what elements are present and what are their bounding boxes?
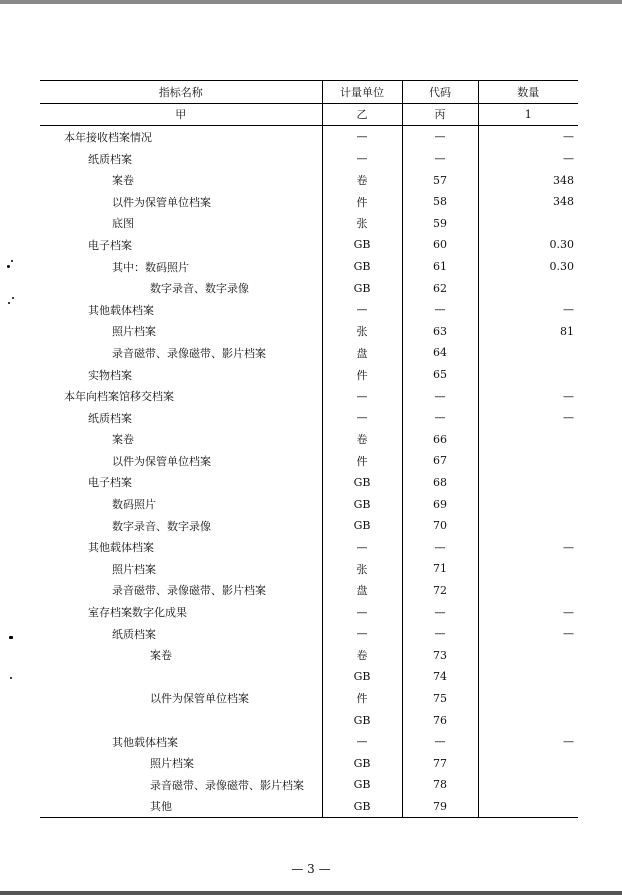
row-quantity xyxy=(478,342,578,364)
row-code: 68 xyxy=(402,472,478,494)
scan-speck xyxy=(9,636,13,639)
page-number: — 3 — xyxy=(291,862,331,876)
row-unit: 件 xyxy=(322,191,402,213)
row-indicator-name: 照片档案 xyxy=(112,325,156,339)
row-unit: GB xyxy=(322,774,402,796)
table-row xyxy=(40,493,578,515)
row-code: — xyxy=(402,601,478,623)
row-quantity xyxy=(478,493,578,515)
row-quantity: — xyxy=(478,299,578,321)
table-row xyxy=(40,774,578,796)
row-indicator-name: 照片档案 xyxy=(150,757,194,771)
row-quantity: — xyxy=(478,623,578,645)
row-quantity xyxy=(478,666,578,688)
scan-speck xyxy=(12,297,14,299)
row-code: 76 xyxy=(402,709,478,731)
row-quantity: 348 xyxy=(478,169,578,191)
row-indicator-name: 以件为保管单位档案 xyxy=(112,195,211,209)
row-indicator-name: 本年向档案馆移交档案 xyxy=(64,390,174,404)
table-row xyxy=(40,277,578,299)
table-row xyxy=(40,623,578,645)
row-code: — xyxy=(402,148,478,170)
row-code: 65 xyxy=(402,364,478,386)
row-quantity: 81 xyxy=(478,321,578,343)
row-code: 77 xyxy=(402,752,478,774)
table-body xyxy=(40,126,578,818)
row-indicator-name: 其他 xyxy=(40,796,322,818)
row-unit: — xyxy=(322,299,402,321)
row-quantity: — xyxy=(478,385,578,407)
row-unit: GB xyxy=(322,493,402,515)
column-code-quantity: 1 xyxy=(478,103,578,126)
row-indicator-name: 录音磁带、录像磁带、影片档案 xyxy=(112,346,266,360)
row-quantity: 348 xyxy=(478,191,578,213)
row-code: 59 xyxy=(402,213,478,235)
column-code-code: 丙 xyxy=(402,103,478,126)
row-indicator-name: 其中：数码照片 xyxy=(112,260,189,274)
row-unit: — xyxy=(322,385,402,407)
row-unit: GB xyxy=(322,666,402,688)
scan-speck xyxy=(8,302,10,304)
row-unit: GB xyxy=(322,752,402,774)
row-code: 74 xyxy=(402,666,478,688)
scan-speck xyxy=(10,677,12,679)
row-unit: — xyxy=(322,536,402,558)
row-quantity: — xyxy=(478,148,578,170)
row-quantity xyxy=(478,709,578,731)
bottom-edge-shadow xyxy=(0,891,622,895)
row-indicator-name: 数字录音、数字录像 xyxy=(150,282,249,296)
row-quantity xyxy=(478,472,578,494)
row-code: 63 xyxy=(402,321,478,343)
row-unit: GB xyxy=(322,277,402,299)
row-unit: 盘 xyxy=(322,580,402,602)
table-row xyxy=(40,688,578,710)
table-row xyxy=(40,234,578,256)
row-code: — xyxy=(402,126,478,148)
row-code: 72 xyxy=(402,580,478,602)
table-row xyxy=(40,213,578,235)
row-quantity xyxy=(478,213,578,235)
row-quantity xyxy=(478,277,578,299)
row-code: 62 xyxy=(402,277,478,299)
table-row xyxy=(40,364,578,386)
row-indicator-name: 底图 xyxy=(112,217,134,231)
row-unit: 卷 xyxy=(322,429,402,451)
table-row xyxy=(40,169,578,191)
row-unit: — xyxy=(322,407,402,429)
table-row xyxy=(40,580,578,602)
row-code: — xyxy=(402,385,478,407)
row-indicator-name: 纸质档案 xyxy=(88,411,132,425)
row-unit: 盘 xyxy=(322,342,402,364)
row-unit: 件 xyxy=(322,688,402,710)
row-quantity xyxy=(478,580,578,602)
header-code: 代码 xyxy=(402,81,478,104)
row-indicator-name: 照片档案 xyxy=(112,562,156,576)
table-row xyxy=(40,126,578,148)
row-unit: — xyxy=(322,731,402,753)
table-row xyxy=(40,601,578,623)
table-row xyxy=(40,709,578,731)
row-indicator-name: 电子档案 xyxy=(88,476,132,490)
table-row xyxy=(40,429,578,451)
row-quantity xyxy=(478,644,578,666)
row-indicator-name xyxy=(40,666,322,688)
row-indicator-name: 本年接收档案情况 xyxy=(64,130,152,144)
row-quantity xyxy=(478,774,578,796)
header-unit: 计量单位 xyxy=(322,81,402,104)
row-quantity: — xyxy=(478,601,578,623)
row-code: 71 xyxy=(402,558,478,580)
row-unit: 卷 xyxy=(322,644,402,666)
row-quantity xyxy=(478,515,578,537)
table-header-row xyxy=(40,81,578,104)
row-code: 66 xyxy=(402,429,478,451)
row-code: — xyxy=(402,731,478,753)
row-code: 73 xyxy=(402,644,478,666)
column-code-indicator: 甲 xyxy=(40,103,322,126)
row-unit: GB xyxy=(322,709,402,731)
row-indicator-name xyxy=(40,709,322,731)
row-quantity: — xyxy=(478,536,578,558)
row-unit: 件 xyxy=(322,364,402,386)
row-code: 67 xyxy=(402,450,478,472)
table-row xyxy=(40,321,578,343)
row-unit: 件 xyxy=(322,450,402,472)
row-indicator-name: 实物档案 xyxy=(88,368,132,382)
row-indicator-name: 数码照片 xyxy=(112,498,156,512)
row-indicator-name: 其他载体档案 xyxy=(88,303,154,317)
row-quantity xyxy=(478,450,578,472)
table-row xyxy=(40,796,578,818)
row-indicator-name: 录音磁带、录像磁带、影片档案 xyxy=(150,778,304,792)
row-quantity xyxy=(478,688,578,710)
row-quantity xyxy=(478,796,578,818)
table-row xyxy=(40,644,578,666)
row-quantity xyxy=(478,558,578,580)
table-row xyxy=(40,752,578,774)
row-unit: 张 xyxy=(322,213,402,235)
row-indicator-name: 其他载体档案 xyxy=(88,541,154,555)
row-quantity xyxy=(478,429,578,451)
table-row xyxy=(40,191,578,213)
row-code: 79 xyxy=(402,796,478,818)
table-row xyxy=(40,385,578,407)
row-code: 70 xyxy=(402,515,478,537)
row-quantity: — xyxy=(478,731,578,753)
table-row xyxy=(40,472,578,494)
row-unit: 张 xyxy=(322,558,402,580)
row-unit: GB xyxy=(322,472,402,494)
row-unit: GB xyxy=(322,256,402,278)
row-code: — xyxy=(402,536,478,558)
row-indicator-name: 录音磁带、录像磁带、影片档案 xyxy=(112,584,266,598)
row-code: 58 xyxy=(402,191,478,213)
table-row xyxy=(40,731,578,753)
row-code: — xyxy=(402,299,478,321)
row-code: 78 xyxy=(402,774,478,796)
header-indicator-name: 指标名称 xyxy=(40,81,322,104)
row-code: 61 xyxy=(402,256,478,278)
row-indicator-name: 其他载体档案 xyxy=(112,735,178,749)
row-quantity: — xyxy=(478,126,578,148)
top-edge-shadow xyxy=(0,0,622,4)
row-indicator-name: 案卷 xyxy=(112,174,134,188)
row-quantity: 0.30 xyxy=(478,234,578,256)
row-unit: — xyxy=(322,148,402,170)
column-code-unit: 乙 xyxy=(322,103,402,126)
row-unit: — xyxy=(322,623,402,645)
column-code-row xyxy=(40,103,578,126)
table-row xyxy=(40,299,578,321)
row-code: 75 xyxy=(402,688,478,710)
archive-statistics-table xyxy=(40,80,578,818)
row-indicator-name: 室存档案数字化成果 xyxy=(88,606,187,620)
row-indicator-name: 案卷 xyxy=(112,433,134,447)
table-row xyxy=(40,558,578,580)
table-row xyxy=(40,256,578,278)
row-code: 57 xyxy=(402,169,478,191)
row-unit: 张 xyxy=(322,321,402,343)
scan-speck xyxy=(11,260,13,262)
row-quantity: — xyxy=(478,407,578,429)
row-quantity xyxy=(478,752,578,774)
row-indicator-name: 电子档案 xyxy=(88,238,132,252)
row-indicator-name: 数字录音、数字录像 xyxy=(112,519,211,533)
row-code: 69 xyxy=(402,493,478,515)
row-quantity: 0.30 xyxy=(478,256,578,278)
table-row xyxy=(40,450,578,472)
row-unit: — xyxy=(322,601,402,623)
table-row xyxy=(40,148,578,170)
row-indicator-name: 以件为保管单位档案 xyxy=(112,454,211,468)
row-indicator-name: 以件为保管单位档案 xyxy=(150,692,249,706)
table-row xyxy=(40,515,578,537)
row-code: 64 xyxy=(402,342,478,364)
row-code: 60 xyxy=(402,234,478,256)
row-indicator-name: 案卷 xyxy=(150,649,172,663)
scan-speck xyxy=(7,265,10,268)
row-indicator-name: 纸质档案 xyxy=(112,627,156,641)
row-unit: 卷 xyxy=(322,169,402,191)
row-code: — xyxy=(402,623,478,645)
row-unit: GB xyxy=(322,234,402,256)
table-row xyxy=(40,407,578,429)
header-quantity: 数量 xyxy=(478,81,578,104)
table-row xyxy=(40,536,578,558)
row-quantity xyxy=(478,364,578,386)
row-unit: — xyxy=(322,126,402,148)
table-row xyxy=(40,342,578,364)
table-row xyxy=(40,666,578,688)
row-unit: GB xyxy=(322,796,402,818)
row-code: — xyxy=(402,407,478,429)
row-unit: GB xyxy=(322,515,402,537)
row-indicator-name: 纸质档案 xyxy=(88,152,132,166)
